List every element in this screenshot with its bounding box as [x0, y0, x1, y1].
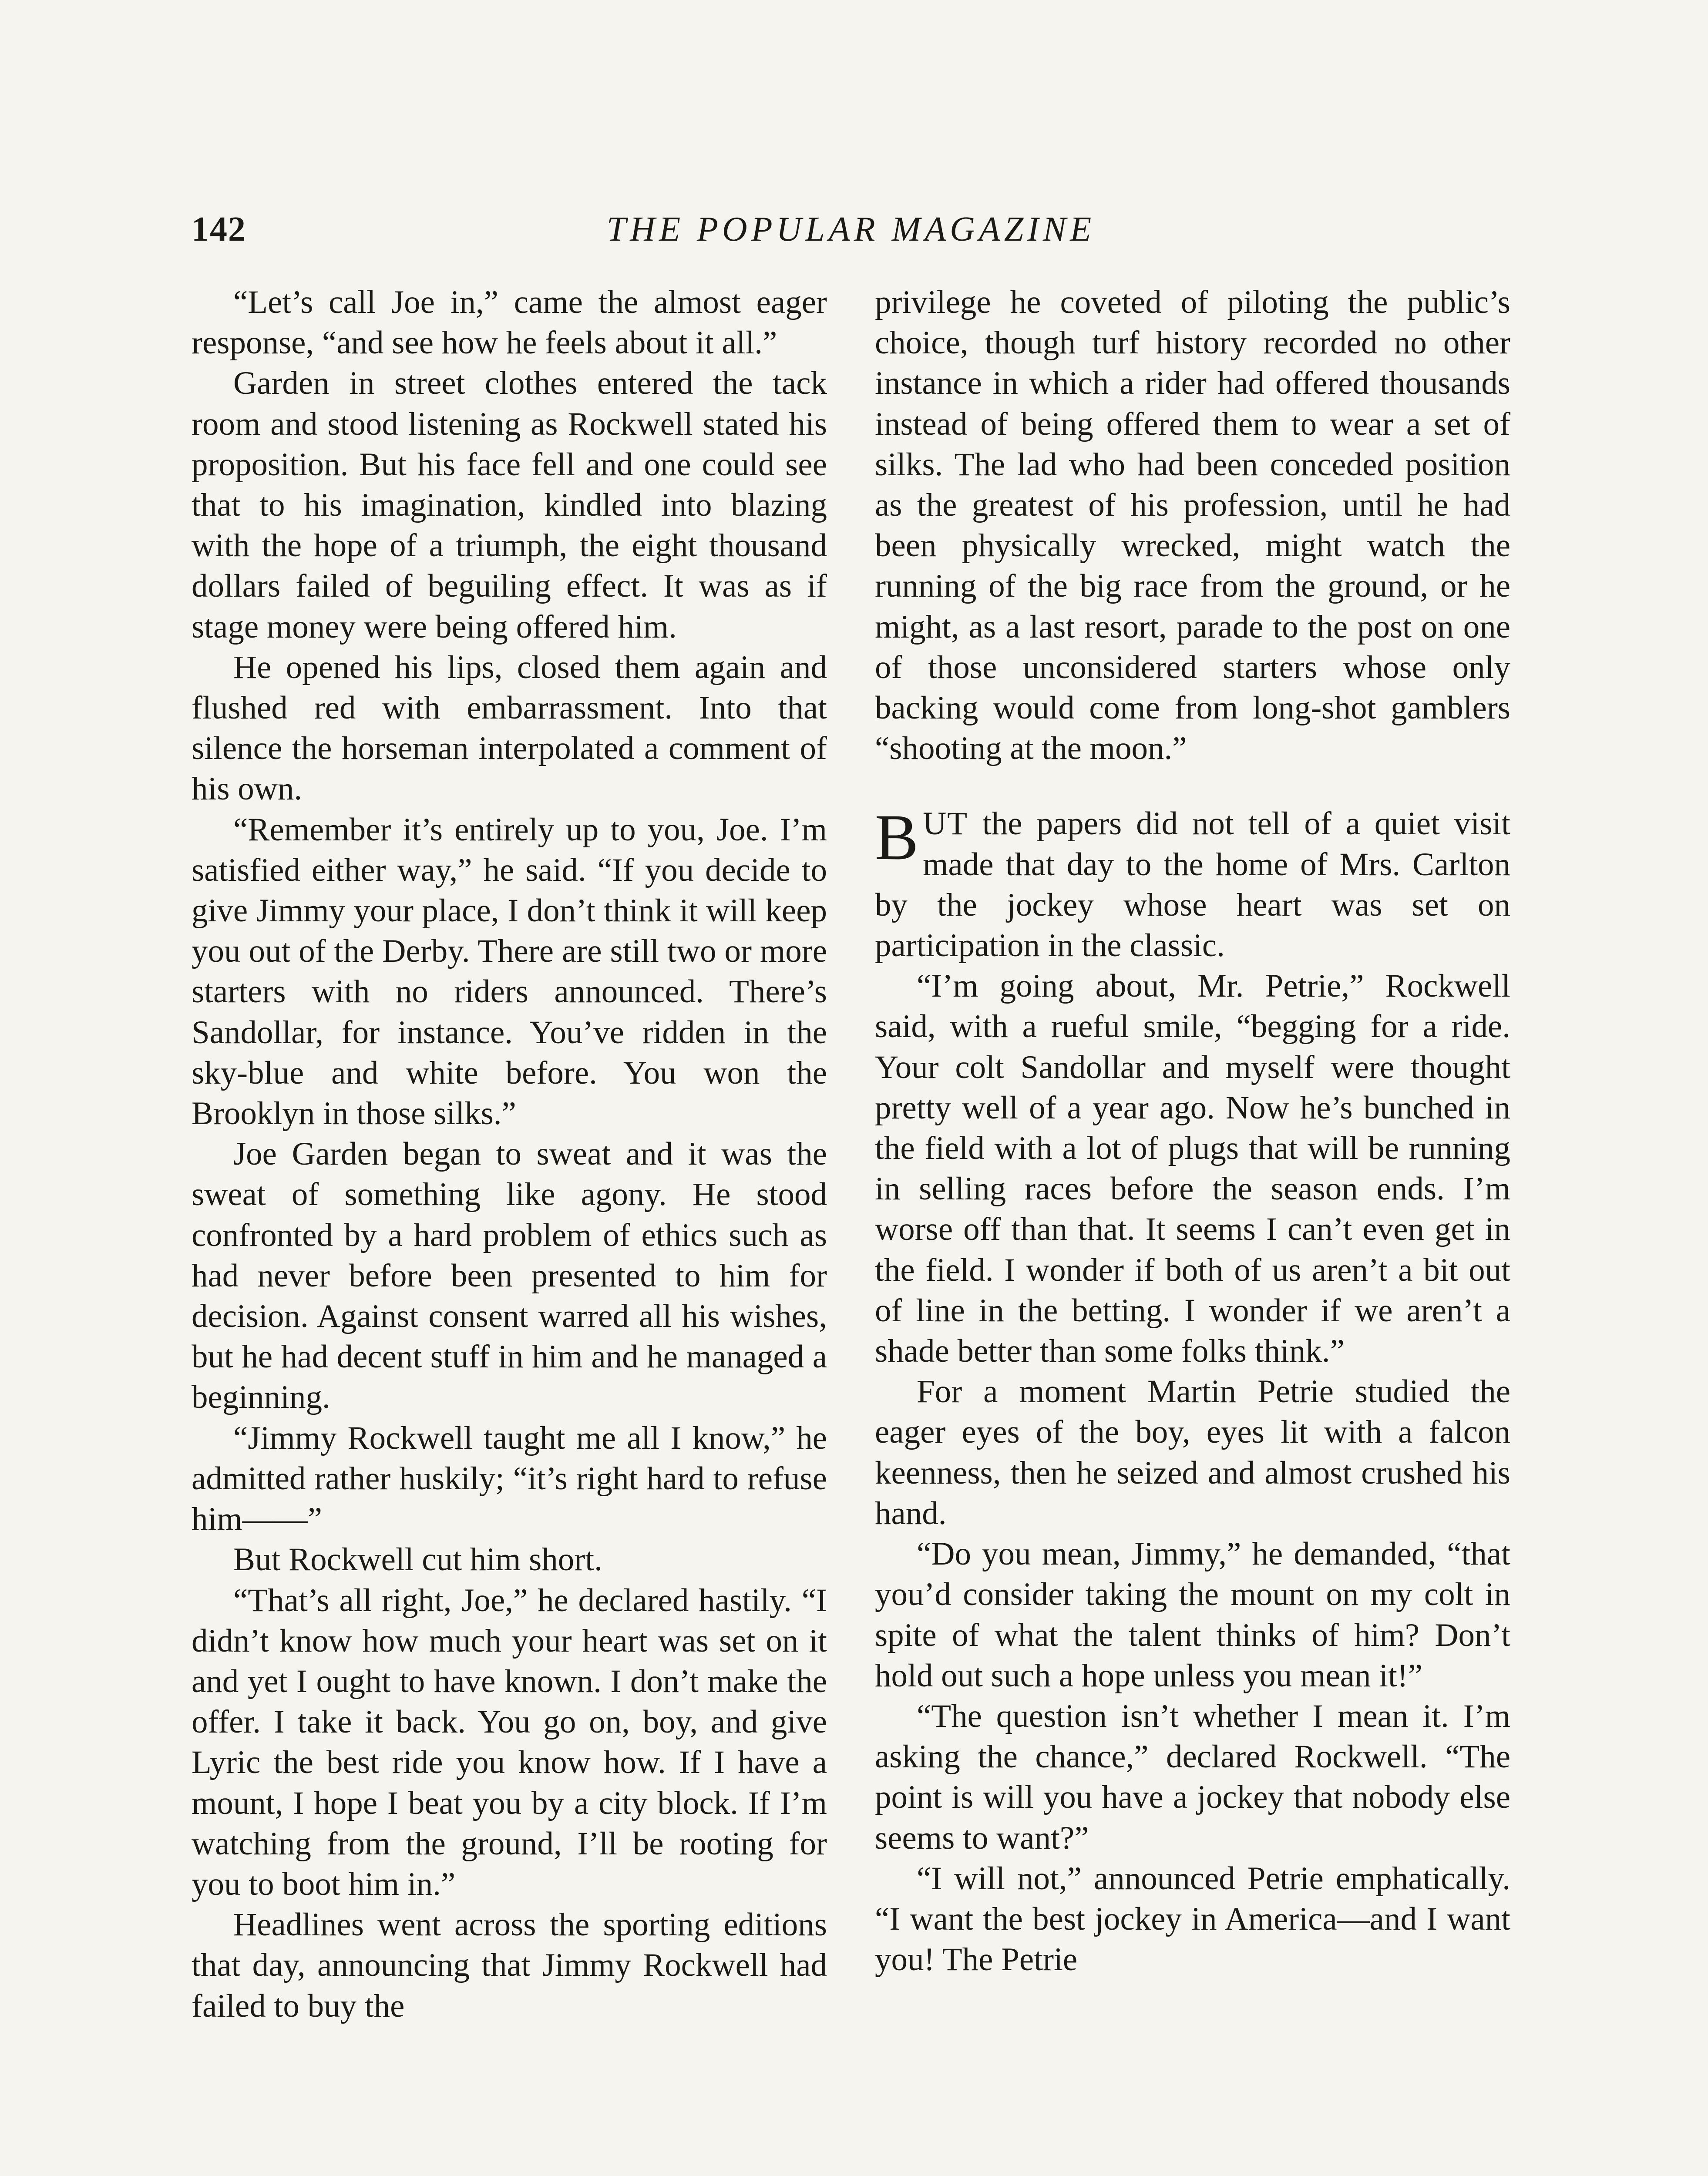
- section-text: the papers did not tell of a quiet visit made that day to the home of Mrs. Carlton by the jockey whose heart was set on participation in the classic.: [875, 806, 1510, 964]
- drop-cap: B: [875, 801, 919, 874]
- paragraph: For a moment Martin Petrie studied the eager eyes of the boy, eyes lit with a falcon keenness, then he seized and almost crushed his hand.: [875, 1373, 1510, 1531]
- paragraph: “Let’s call Joe in,” came the almost eager response, “and see how he feels about it all.”: [192, 284, 827, 361]
- paragraph: But Rockwell cut him short.: [233, 1541, 602, 1578]
- section-lead: UT: [923, 806, 968, 842]
- paragraph: Headlines went across the sporting editions that day, announcing that Jimmy Rockwell had failed to buy the: [192, 1907, 827, 2024]
- page-header: [192, 210, 1510, 258]
- paragraph: “The question isn’t whether I mean it. I’m asking the chance,” declared Rockwell. “The point is will you have a jockey that nobody else seems to want?”: [875, 1698, 1510, 1856]
- paragraph: “Remember it’s entirely up to you, Joe. I’m satisfied either way,” he said. “If you decide to give Jimmy your place, I don’t think it will keep you out of the Derby. There are still two or more starters with no riders announced. There’s Sandollar, for instance. You’ve ridden in the sky-blue and white before. You won the Brooklyn in those silks.”: [192, 811, 827, 1132]
- paragraph: Garden in street clothes entered the tack room and stood listening as Rockwell stated his proposition. But his face fell and one could see that to his imagination, kindled into blazing with the hope of a triumph, the eight thousand dollars failed of beguiling effect. It was as if stage money were being offered him.: [192, 365, 827, 645]
- paragraph: Joe Garden began to sweat and it was the sweat of something like agony. He stood confronted by a hard problem of ethics such as had never before been presented to him for decision. Against consent warred all his wishes, but he had decent stuff in him and he managed a beginning.: [192, 1136, 827, 1416]
- paragraph: “I’m going about, Mr. Petrie,” Rockwell said, with a rueful smile, “begging for a ride. Your colt Sandollar and myself were thought pretty well of a year ago. Now he’s bunched in the field with a lot of plugs that will be running in selling races before the season ends. I’m worse off than that. It seems I can’t even get in the field. I wonder if both of us aren’t a bit out of line in the betting. I wonder if we aren’t a shade better than some folks think.”: [875, 968, 1510, 1370]
- paragraph: “Do you mean, Jimmy,” he demanded, “that you’d consider taking the mount on my colt in spite of what the talent thinks of him? Don’t hold out such a hope unless you mean it!”: [875, 1536, 1510, 1694]
- running-title: THE POPULAR MAGAZINE: [606, 210, 1096, 248]
- left-column: [192, 282, 827, 2026]
- paragraph: “Jimmy Rockwell taught me all I know,” he admitted rather huskily; “it’s right hard to refuse him——”: [192, 1420, 827, 1538]
- paragraph: “That’s all right, Joe,” he declared hastily. “I didn’t know how much your heart was set on it and yet I ought to have known. I don’t make the offer. I take it back. You go on, boy, and give Lyric the best ride you know how. If I have a mount, I hope I beat you by a city block. If I’m watching from the ground, I’ll be rooting for you to boot him in.”: [192, 1582, 827, 1902]
- paragraph-continuation: privilege he coveted of piloting the public’s choice, though turf history recorded no other instance in which a rider had offered thousands instead of being offered them to wear a set of silks. The lad who had been conceded position as the greatest of his profession, until he had been physically wrecked, might watch the running of the big race from the ground, or he might, as a last resort, parade to the post on one of those unconsidered starters whose only backing would come from long-shot gamblers “shooting at the moon.”: [875, 284, 1510, 767]
- paragraph: “I will not,” announced Petrie emphatically. “I want the best jockey in America—and I want you! The Petrie: [875, 1860, 1510, 1978]
- page-number: 142: [192, 210, 246, 248]
- paragraph: He opened his lips, closed them again and flushed red with embarrassment. Into that silence the horseman interpolated a comment of his own.: [192, 649, 827, 807]
- section-opening-paragraph: [875, 803, 1510, 966]
- right-column: [875, 282, 1510, 1980]
